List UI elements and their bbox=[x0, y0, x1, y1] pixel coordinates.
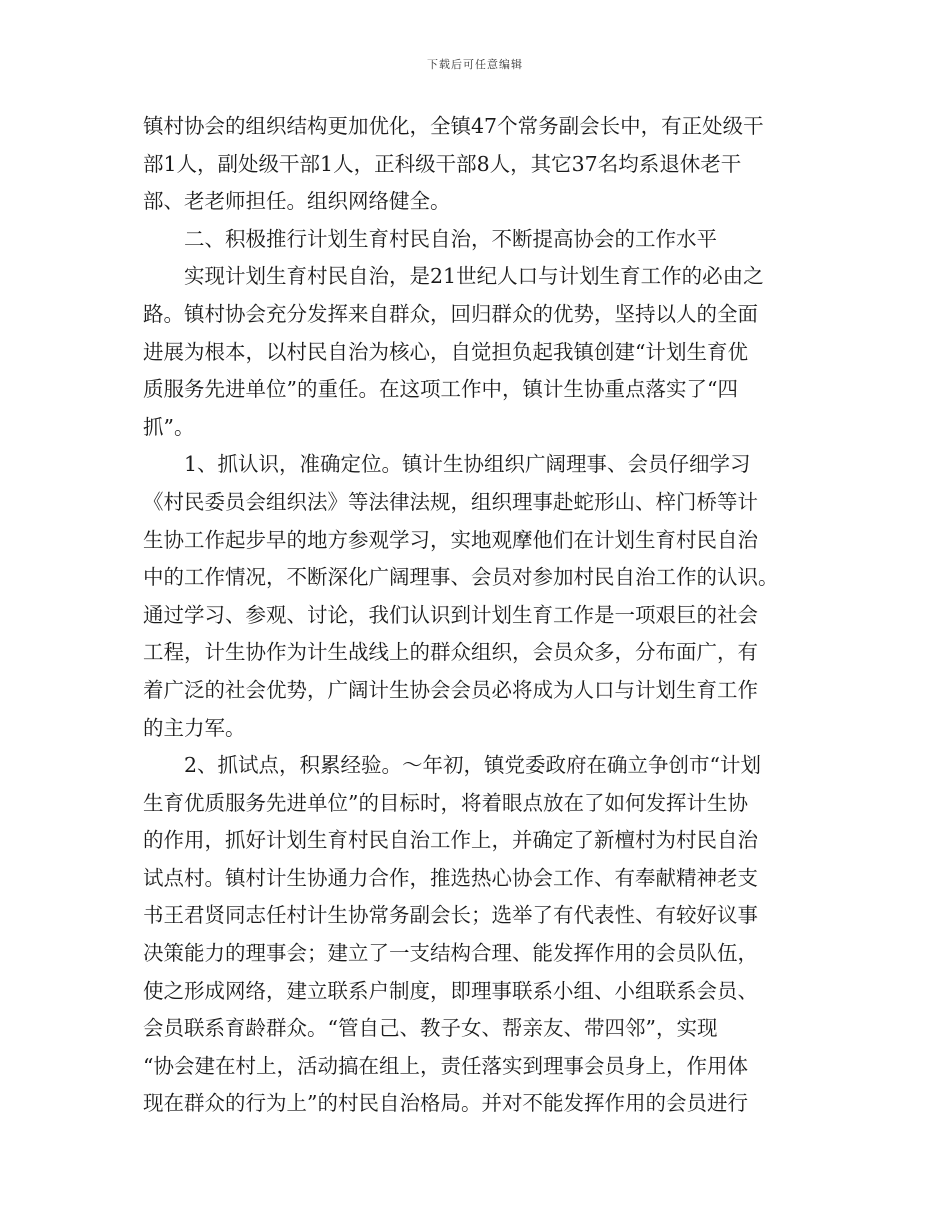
document-body bbox=[143, 108, 808, 1123]
text-line: 工程，计生协作为计生战线上的群众组织，会员众多，分布面广，有 bbox=[143, 640, 758, 665]
text-line: 试点村。镇村计生协通力合作，推选热心协会工作、有奉献精神老支 bbox=[143, 865, 758, 890]
text-line: 二、积极推行计划生育村民自治，不断提高协会的工作水平 bbox=[184, 226, 717, 251]
text-line: 质服务先进单位”的重任。在这项工作中，镇计生协重点落实了“四 bbox=[143, 377, 738, 402]
text-line: 抓”。 bbox=[143, 414, 195, 439]
text-line: 1、抓认识，准确定位。镇计生协组织广阔理事、会员仔细学习 bbox=[184, 452, 751, 477]
text-line: 进展为根本，以村民自治为核心，自觉担负起我镇创建“计划生育优 bbox=[143, 339, 748, 364]
text-line: 着广泛的社会优势，广阔计生协会会员必将成为人口与计划生育工作 bbox=[143, 677, 758, 702]
text-line: 会员联系育龄群众。“管自己、教子女、帮亲友、带四邻”，实现 bbox=[143, 1016, 718, 1041]
text-line: 2、抓试点，积累经验。～年初，镇党委政府在确立争创市“计划 bbox=[184, 753, 762, 778]
text-line: 使之形成网络，建立联系户制度，即理事联系小组、小组联系会员、 bbox=[143, 978, 758, 1003]
text-line: 的作用，抓好计划生育村民自治工作上，并确定了新檀村为村民自治 bbox=[143, 828, 758, 853]
text-line: 部、老老师担任。组织网络健全。 bbox=[143, 189, 451, 214]
text-line: 中的工作情况，不断深化广阔理事、会员对参加村民自治工作的认识。 bbox=[143, 565, 779, 590]
text-line: 镇村协会的组织结构更加优化，全镇47个常务副会长中，有正处级干 bbox=[143, 114, 764, 138]
text-line: 路。镇村协会充分发挥来自群众，回归群众的优势，坚持以人的全面 bbox=[143, 301, 758, 326]
text-line: 生育优质服务先进单位”的目标时，将着眼点放在了如何发挥计生协 bbox=[143, 790, 748, 815]
text-line: 部1人，副处级干部1人，正科级干部8人，其它37名均系退休老干 bbox=[143, 151, 742, 176]
text-line: “协会建在村上，活动搞在组上，责任落实到理事会员身上，作用体 bbox=[143, 1053, 748, 1078]
text-line: 实现计划生育村民自治，是21世纪人口与计划生育工作的必由之 bbox=[184, 264, 764, 289]
text-line: 决策能力的理事会；建立了一支结构合理、能发挥作用的会员队伍， bbox=[143, 941, 758, 966]
text-line: 《村民委员会组织法》等法律法规，组织理事赴蛇形山、梓门桥等计 bbox=[143, 489, 758, 514]
text-line: 生协工作起步早的地方参观学习，实地观摩他们在计划生育村民自治 bbox=[143, 527, 758, 552]
text-line: 书王君贤同志任村计生协常务副会长；选举了有代表性、有较好议事 bbox=[143, 903, 758, 928]
text-line: 通过学习、参观、讨论，我们认识到计划生育工作是一项艰巨的社会 bbox=[143, 602, 758, 627]
text-line: 的主力军。 bbox=[143, 715, 246, 740]
text-line: 现在群众的行为上”的村民自治格局。并对不能发挥作用的会员进行 bbox=[143, 1091, 748, 1116]
page-header-note: 下载后可任意编辑 bbox=[427, 58, 523, 71]
